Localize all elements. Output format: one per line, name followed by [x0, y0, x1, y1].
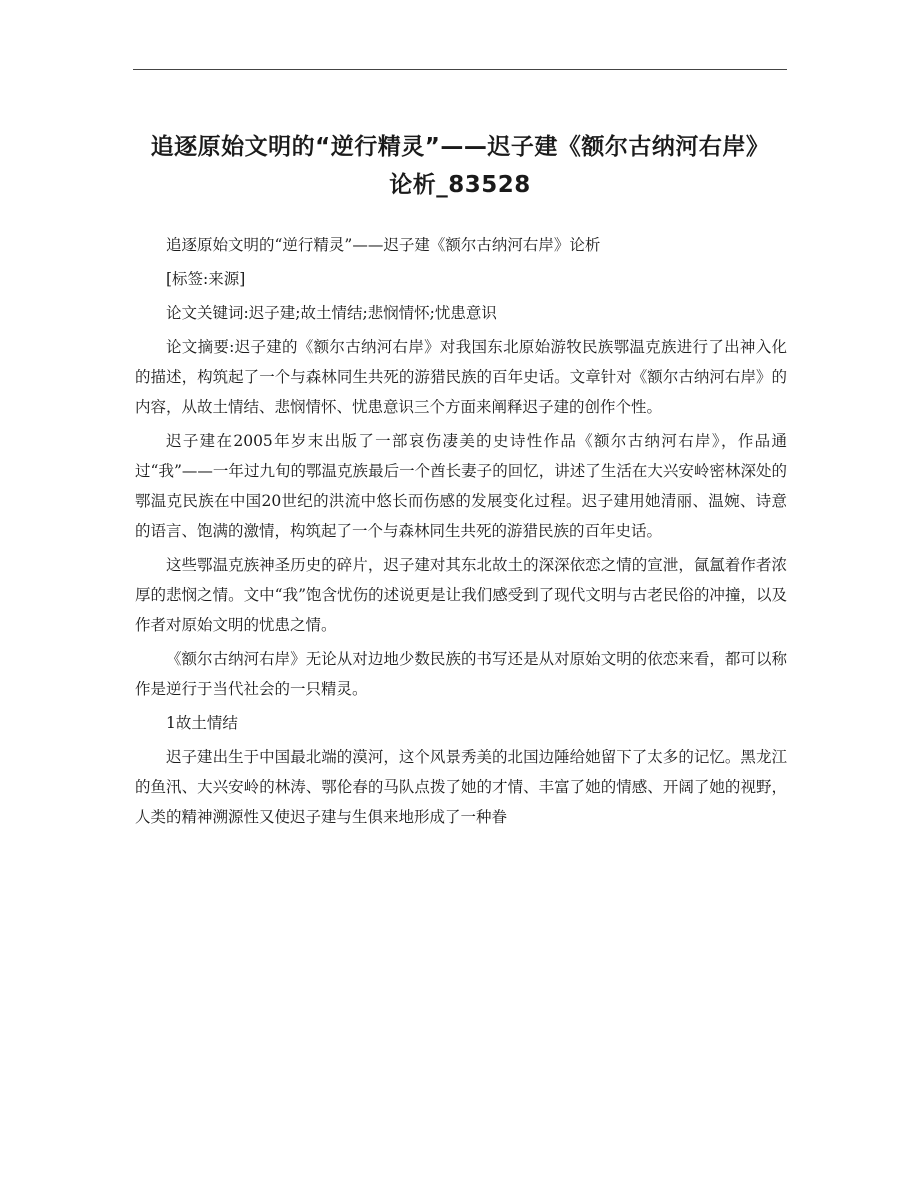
document-title: 追逐原始文明的“逆行精灵”——迟子建《额尔古纳河右岸》论析_83528	[150, 134, 770, 198]
body-paragraph: 这些鄂温克族神圣历史的碎片，迟子建对其东北故土的深深依恋之情的宣泄，氤氲着作者浓厚的悲悯之情。文中“我”饱含忧伤的述说更是让我们感受到了现代文明与古老民俗的冲撞，以及作者对原始文明的忧患之情。	[135, 556, 787, 634]
document-body	[135, 230, 787, 836]
tag-paragraph: [标签:来源]	[166, 270, 246, 288]
section-heading: 1故土情结	[166, 714, 238, 732]
header-rule	[133, 69, 787, 70]
body-paragraph: 迟子建在2005年岁末出版了一部哀伤凄美的史诗性作品《额尔古纳河右岸》，作品通过“我”——一年过九旬的鄂温克族最后一个酋长妻子的回忆，讲述了生活在大兴安岭密林深处的鄂温克民族在中国20世纪的洪流中悠长而伤感的发展变化过程。迟子建用她清丽、温婉、诗意的语言、饱满的激情，构筑起了一个与森林同生共死的游猎民族的百年史话。	[135, 432, 787, 540]
subtitle-paragraph: 追逐原始文明的“逆行精灵”——迟子建《额尔古纳河右岸》论析	[166, 236, 601, 254]
keywords-paragraph: 论文关键词:迟子建;故土情结;悲悯情怀;忧患意识	[166, 304, 497, 322]
body-paragraph: 迟子建出生于中国最北端的漠河，这个风景秀美的北国边陲给她留下了太多的记忆。黑龙江的鱼汛、大兴安岭的林涛、鄂伦春的马队点拨了她的才情、丰富了她的情感、开阔了她的视野，人类的精神溯源性又使迟子建与生俱来地形成了一种眷	[135, 748, 787, 826]
abstract-paragraph: 论文摘要:迟子建的《额尔古纳河右岸》对我国东北原始游牧民族鄂温克族进行了出神入化的描述，构筑起了一个与森林同生共死的游猎民族的百年史话。文章针对《额尔古纳河右岸》的内容，从故土情结、悲悯情怀、忧患意识三个方面来阐释迟子建的创作个性。	[135, 338, 787, 416]
body-paragraph: 《额尔古纳河右岸》无论从对边地少数民族的书写还是从对原始文明的依恋来看，都可以称作是逆行于当代社会的一只精灵。	[135, 650, 787, 698]
